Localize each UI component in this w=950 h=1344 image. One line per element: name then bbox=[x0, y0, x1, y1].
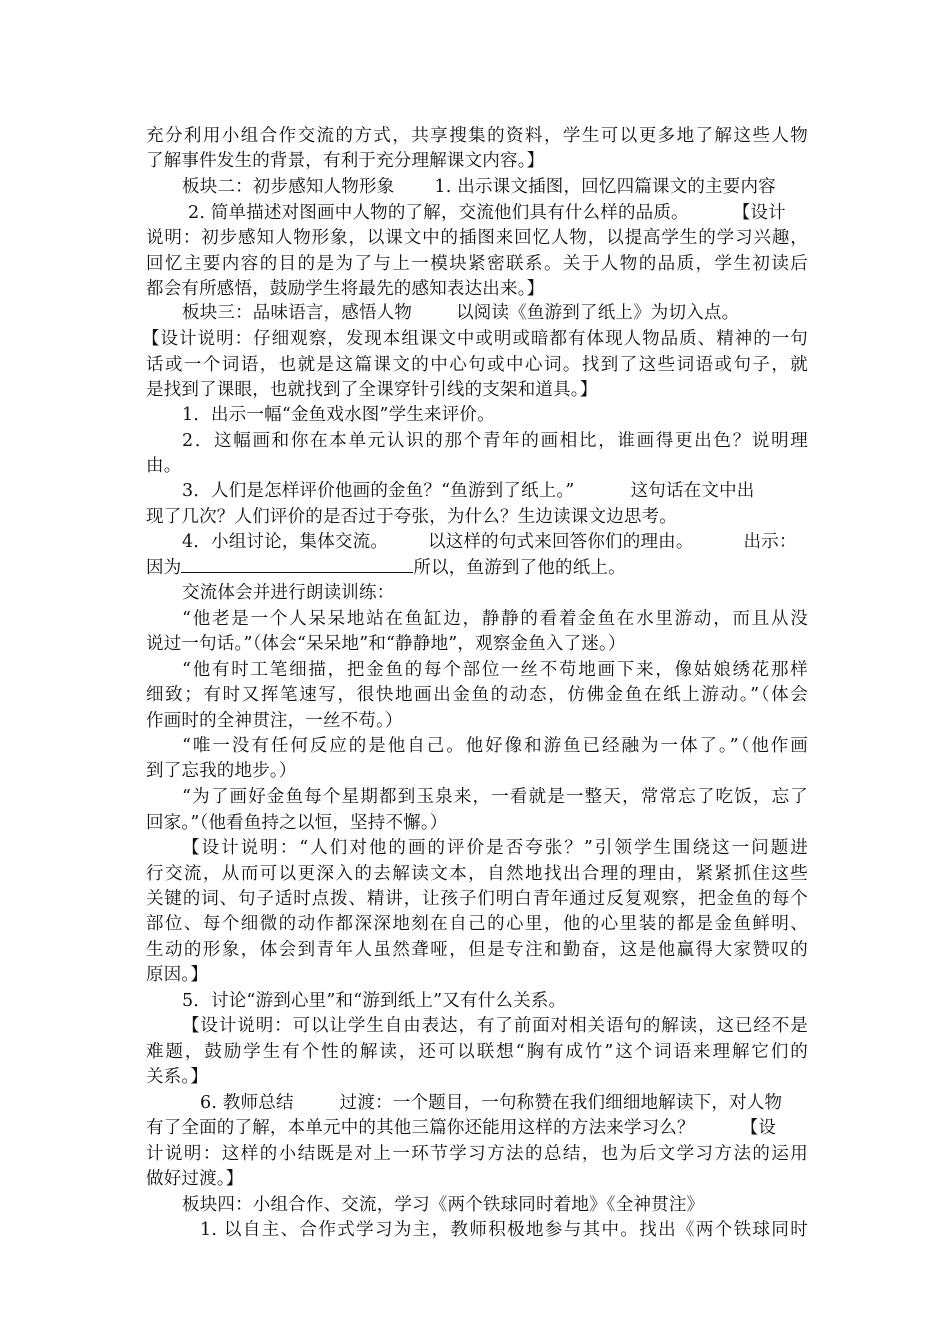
quote-line: “唯一没有任何反应的是他自己。他好像和游鱼已经融为一体了。”（他作画 bbox=[182, 736, 808, 756]
list-item-text: 1. 出示课文插图，回忆四篇课文的主要内容 bbox=[434, 177, 776, 197]
paragraph-line: 话或一个词语，也就是这篇课文的中心句或中心词。找到了这些词语或句子，就 bbox=[146, 355, 808, 375]
list-item-text: 过渡：一个题目，一句称赞在我们细细地解读下，对人物 bbox=[339, 1093, 783, 1113]
paragraph-line: 交流体会并进行朗读训练： bbox=[182, 583, 395, 603]
section-heading-line bbox=[182, 300, 808, 326]
paragraph-line: 说明：初步感知人物形象，以课文中的插图来回忆人物，以提高学生的学习兴趣， bbox=[146, 228, 808, 248]
paragraph-line bbox=[146, 1115, 808, 1141]
design-note-start: 【设计 bbox=[732, 203, 786, 223]
paragraph-line: 【设计说明：仔细观察，发现本组课文中或明或暗都有体现人物品质、精神的一句 bbox=[142, 329, 808, 349]
design-note-line: 部位、每个细微的动作都深深地刻在自己的心里，他的心里装的都是金鱼鲜明、 bbox=[146, 914, 808, 934]
paragraph-line: 充分利用小组合作交流的方式，共享搜集的资料，学生可以更多地了解这些人物 bbox=[146, 126, 808, 146]
quote-line: 到了忘我的地步。） bbox=[146, 761, 297, 781]
list-item-text: 以这样的句式来回答你们的理由。 bbox=[428, 532, 694, 552]
sentence-pattern-suffix: 所以，鱼游到了他的纸上。 bbox=[413, 558, 626, 578]
paragraph-line bbox=[188, 200, 808, 226]
list-item bbox=[182, 478, 808, 504]
design-note-start: 【设 bbox=[740, 1118, 777, 1138]
quote-line: “为了画好金鱼每个星期都到玉泉来，一看就是一整天，常常忘了吃饭，忘了 bbox=[182, 787, 808, 807]
sentence-pattern-line bbox=[146, 554, 808, 580]
paragraph-line: 是找到了课眼，也就找到了全课穿针引线的支架和道具。】 bbox=[146, 380, 598, 400]
design-note-line: 做好过渡。】 bbox=[146, 1169, 244, 1189]
section-heading-line bbox=[182, 174, 808, 200]
sentence-pattern-prefix: 因为 bbox=[146, 558, 182, 578]
paragraph-line: 都会有所感悟，鼓励学生将最先的感知表达出来。】 bbox=[146, 279, 545, 299]
fill-in-blank bbox=[181, 554, 413, 573]
list-item: 1. 以自主、合作式学习为主，教师积极地参与其中。找出《两个铁球同时 bbox=[200, 1220, 808, 1240]
design-note-line: 原因。】 bbox=[146, 965, 209, 985]
list-item-text: 2. 简单描述对图画中人物的了解，交流他们具有什么样的品质。 bbox=[188, 203, 689, 223]
paragraph-line: 了解事件发生的背景，有利于充分理解课文内容。】 bbox=[146, 151, 545, 171]
quote-line: 作画时的全神贯注，一丝不苟。） bbox=[146, 711, 403, 731]
design-note-line: 【设计说明：可以让学生自由表达，有了前面对相关语句的解读，这已经不是 bbox=[182, 1016, 808, 1036]
list-item-text: 3．人们是怎样评价他画的金鱼？“鱼游到了纸上。” bbox=[182, 481, 575, 501]
design-note-line: 难题，鼓励学生有个性的解读，还可以联想“胸有成竹”这个词语来理解它们的 bbox=[146, 1042, 808, 1062]
list-item: 5．讨论“游到心里”和“游到纸上”又有什么关系。 bbox=[182, 991, 567, 1011]
paragraph-text: 有了全面的了解，本单元中的其他三篇你还能用这样的方法来学习么？ bbox=[146, 1118, 695, 1138]
quote-line: “他老是一个人呆呆地站在鱼缸边，静静的看着金鱼在水里游动，而且从没 bbox=[182, 609, 808, 629]
design-note-line: 关系。】 bbox=[146, 1067, 209, 1087]
list-item: 2．这幅画和你在本单元认识的那个青年的画相比，谁画得更出色？说明理 bbox=[182, 431, 808, 451]
list-item-text: 6. 教师总结 bbox=[200, 1093, 294, 1113]
design-note-line: 生动的形象，体会到青年人虽然聋哑，但是专注和勤奋，这是他赢得大家赞叹的 bbox=[146, 940, 808, 960]
design-note-line: 行交流，从而可以更深入的去解读文本，自然地找出合理的理由，紧紧抓住这些 bbox=[146, 864, 808, 884]
design-note-line: 计说明：这样的小结既是对上一环节学习方法的总结，也为后文学习方法的运用 bbox=[146, 1144, 808, 1164]
paragraph-line: 回忆主要内容的目的是为了与上一模块紧密联系。关于人物的品质，学生初读后 bbox=[146, 254, 808, 274]
paragraph-line: 由。 bbox=[146, 456, 182, 476]
list-item-text: 这句话在文中出 bbox=[630, 481, 755, 501]
quote-line: 说过一句话。”（体会“呆呆地”和“静静地”，观察金鱼入了迷。） bbox=[146, 634, 626, 654]
paragraph-line: 现了几次？人们评价的是否过于夸张，为什么？生边读课文边思考。 bbox=[146, 507, 677, 527]
section-heading: 板块三：品味语言，感悟人物 bbox=[182, 303, 413, 323]
list-item bbox=[200, 1090, 808, 1116]
list-item: 1．出示一幅“金鱼戏水图”学生来评价。 bbox=[182, 405, 495, 425]
design-note-line: 关键的词、句子适时点拨、精讲，让孩子们明白青年通过反复观察，把金鱼的每个 bbox=[146, 889, 808, 909]
design-note-line: 【设计说明：“人们对他的画的评价是否夸张？”引领学生围绕这一问题进 bbox=[182, 838, 808, 858]
section-heading: 板块二：初步感知人物形象 bbox=[182, 177, 395, 197]
paragraph-text: 以阅读《鱼游到了纸上》为切入点。 bbox=[456, 303, 740, 323]
section-heading: 板块四：小组合作、交流，学习《两个铁球同时着地》《全神贯注》 bbox=[182, 1195, 705, 1215]
quote-line: 回家。”（他看鱼持之以恒，坚持不懈。） bbox=[146, 813, 448, 833]
list-item-text: 4．小组讨论，集体交流。 bbox=[182, 532, 389, 552]
quote-line: 细致；有时又挥笔速写，很快地画出金鱼的动态，仿佛金鱼在纸上游动。”（体会 bbox=[146, 685, 808, 705]
list-item-text: 出示： bbox=[743, 532, 797, 552]
list-item bbox=[182, 529, 808, 555]
quote-line: “他有时工笔细描，把金鱼的每个部位一丝不苟地画下来，像姑娘绣花那样 bbox=[182, 660, 808, 680]
